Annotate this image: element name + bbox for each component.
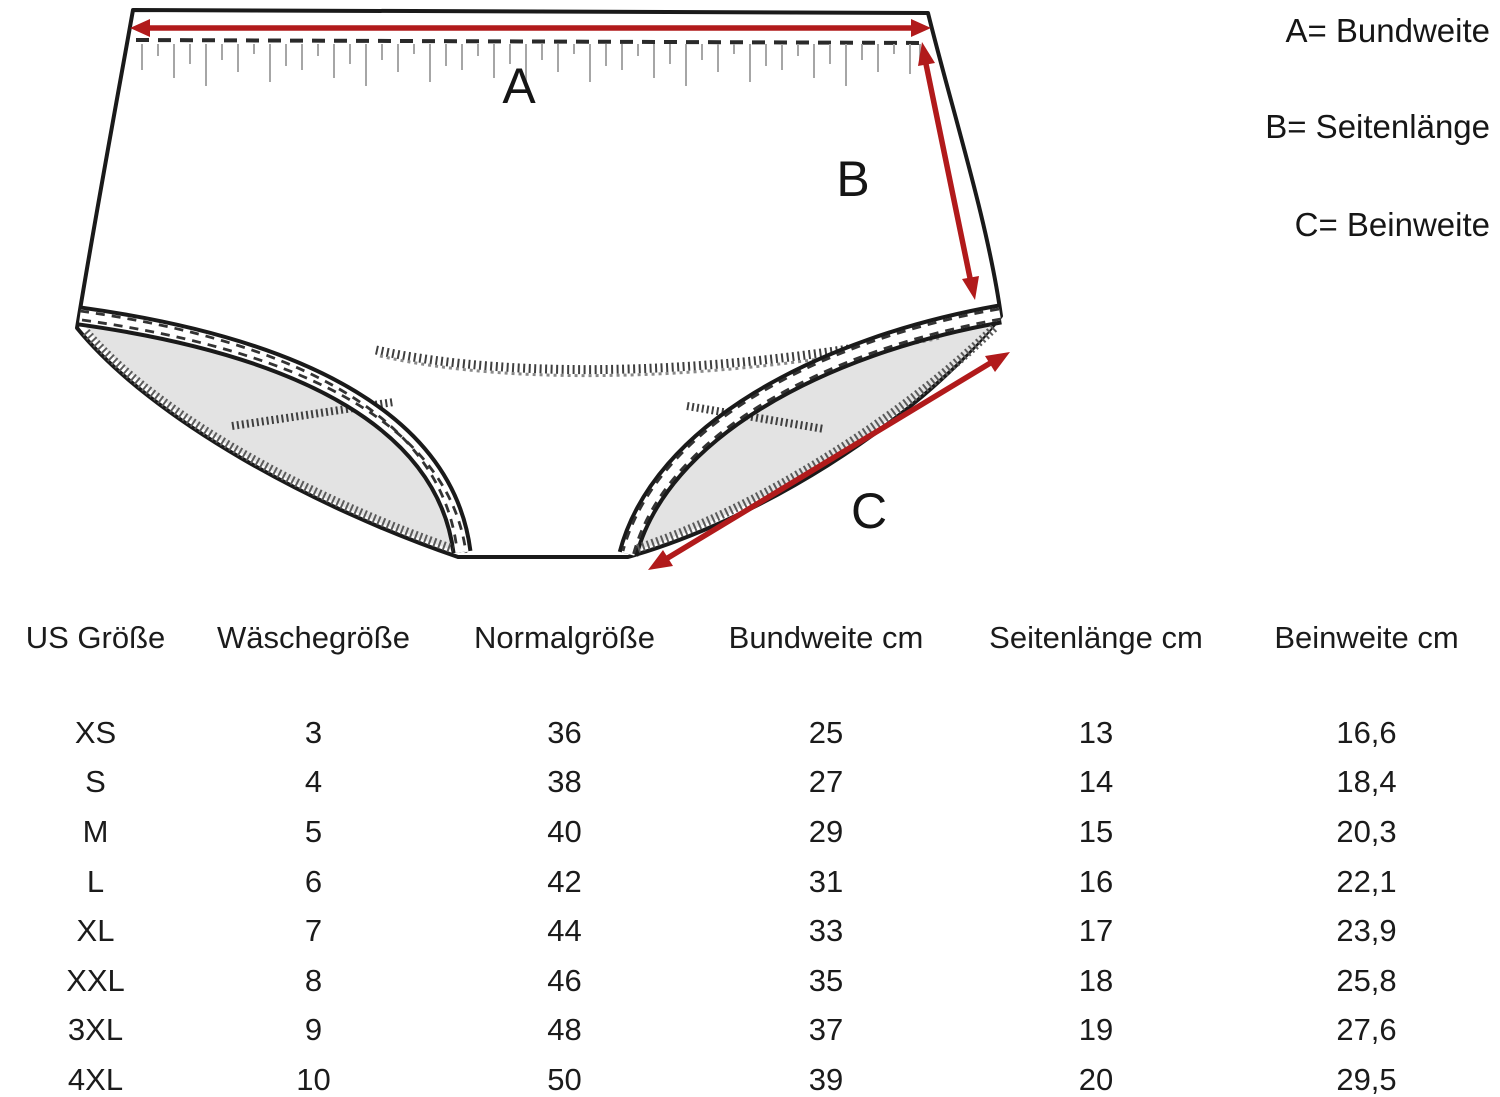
table-cell: 14 — [1078, 764, 1114, 800]
table-row — [0, 956, 1500, 1006]
diagram-label-b: B — [836, 151, 870, 207]
table-cell: 20 — [1078, 1061, 1114, 1097]
table-row — [0, 758, 1500, 808]
table-cell: 42 — [547, 863, 582, 899]
table-cell: 3XL — [67, 1012, 124, 1048]
table-cell: 37 — [808, 1012, 844, 1048]
table-cell: M — [82, 813, 109, 849]
table-cell: 46 — [547, 962, 582, 998]
table-cell: 40 — [547, 813, 582, 849]
table-cell: 29 — [808, 813, 844, 849]
table-cell: 17 — [1078, 913, 1114, 949]
table-cell: 31 — [808, 863, 844, 899]
table-cell: 10 — [296, 1061, 331, 1097]
table-row — [0, 708, 1500, 758]
table-row — [0, 1055, 1500, 1097]
table-cell: 13 — [1078, 714, 1114, 750]
table-cell: 4XL — [67, 1061, 124, 1097]
table-cell: 3 — [304, 714, 323, 750]
table-cell: 7 — [304, 913, 323, 949]
table-cell: 6 — [304, 863, 323, 899]
table-cell: XL — [76, 913, 115, 949]
briefs-outline — [77, 10, 1001, 557]
table-cell: 44 — [547, 913, 582, 949]
table-cell: 15 — [1078, 813, 1114, 849]
size-table-header-cell: Wäschegröße — [217, 620, 410, 655]
table-cell: 35 — [808, 962, 844, 998]
table-row — [0, 1006, 1500, 1056]
table-cell: 5 — [304, 813, 323, 849]
size-table — [0, 612, 1500, 1097]
table-cell: L — [86, 863, 105, 899]
size-table-body — [0, 708, 1500, 1097]
table-cell: 8 — [304, 962, 323, 998]
table-cell: 23,9 — [1336, 913, 1397, 949]
legend-item-c: C= Beinweite — [1294, 206, 1490, 243]
table-cell: 38 — [547, 764, 582, 800]
table-cell: 19 — [1078, 1012, 1114, 1048]
size-table-header-cell: Normalgröße — [474, 620, 655, 655]
size-table-header-cell: Seitenlänge cm — [989, 620, 1203, 655]
size-table-header-row — [0, 612, 1500, 664]
table-cell: 16,6 — [1336, 714, 1397, 750]
size-table-header-cell: Bundweite cm — [728, 620, 924, 655]
table-cell: 27,6 — [1336, 1012, 1397, 1048]
table-cell: 20,3 — [1336, 813, 1397, 849]
size-table-header-cell: US Größe — [25, 620, 166, 655]
diagram-label-a: A — [502, 58, 536, 114]
table-cell: 33 — [808, 913, 844, 949]
table-row — [0, 906, 1500, 956]
briefs-measurement-diagram — [0, 0, 1120, 600]
diagram-label-c: C — [850, 483, 888, 539]
legend-item-a: A= Bundweite — [1285, 12, 1490, 49]
table-cell: 4 — [304, 764, 323, 800]
table-cell: 16 — [1078, 863, 1114, 899]
table-cell: 22,1 — [1336, 863, 1397, 899]
table-cell: 25 — [808, 714, 844, 750]
measurement-legend — [1170, 0, 1490, 260]
size-table-header-cell: Beinweite cm — [1274, 620, 1459, 655]
table-cell: S — [85, 764, 106, 800]
table-cell: 48 — [547, 1012, 582, 1048]
table-row — [0, 857, 1500, 907]
table-cell: 25,8 — [1336, 962, 1397, 998]
table-cell: XS — [74, 714, 117, 750]
table-cell: 50 — [547, 1061, 582, 1097]
legend-item-b: B= Seitenlänge — [1265, 108, 1490, 145]
table-cell: 18 — [1078, 962, 1114, 998]
table-cell: 39 — [808, 1061, 844, 1097]
table-row — [0, 807, 1500, 857]
table-cell: 36 — [547, 714, 582, 750]
table-cell: XXL — [66, 962, 125, 998]
table-cell: 9 — [304, 1012, 323, 1048]
table-cell: 18,4 — [1336, 764, 1397, 800]
table-cell: 27 — [808, 764, 844, 800]
table-cell: 29,5 — [1336, 1061, 1397, 1097]
